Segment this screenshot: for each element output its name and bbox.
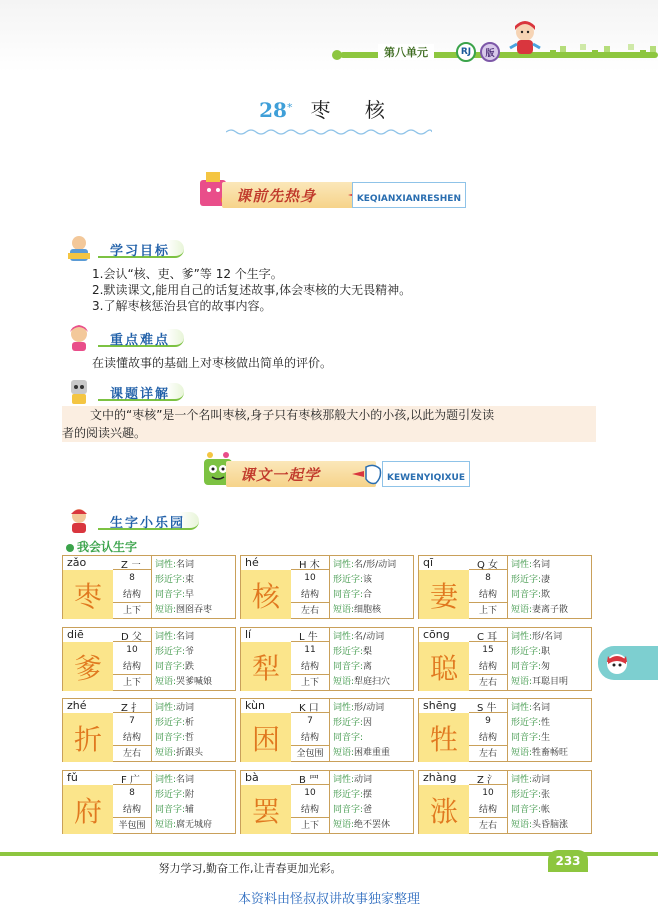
pinyin: zhàng	[423, 771, 457, 784]
section-title: 课文一起学	[240, 465, 321, 484]
hanzi-character: 府	[63, 785, 113, 834]
char-info	[155, 630, 212, 690]
structure-value: 上下	[113, 674, 151, 688]
stroke-count: 10	[126, 645, 138, 655]
info-label: 形近字:	[511, 718, 542, 728]
homophone: 匆	[541, 662, 551, 672]
char-card	[240, 698, 414, 762]
structure-value: 上下	[291, 674, 329, 688]
structure-label: 结构	[300, 805, 319, 815]
part-of-speech: 名词	[176, 775, 195, 785]
part-of-speech: 名词	[532, 560, 551, 570]
info-label: 同音字:	[511, 590, 542, 600]
info-label: 词性:	[333, 560, 355, 570]
pinyin: qī	[423, 556, 434, 569]
pixel-decoration	[550, 42, 658, 62]
char-card	[240, 770, 414, 834]
phrase: 腐无城府	[176, 820, 213, 830]
char-info	[511, 701, 568, 761]
difficulty-text: 在读懂故事的基础上对枣核做出简单的评价。	[92, 356, 333, 370]
index-letter-radical: D 父	[121, 632, 142, 643]
pinyin: shēng	[423, 699, 457, 712]
card-divider	[329, 628, 330, 690]
card-divider	[329, 556, 330, 618]
info-label: 形近字:	[155, 647, 186, 657]
hanzi-character: 困	[241, 713, 291, 762]
char-card	[240, 627, 414, 691]
char-info	[333, 558, 396, 618]
info-label: 形近字:	[333, 647, 364, 657]
section-subtitle: KEQIANXIANRESHEN	[352, 182, 466, 208]
part-of-speech: 名/形/动词	[354, 560, 397, 570]
lesson-star: *	[286, 100, 293, 114]
char-cards-grid	[62, 555, 596, 839]
info-label: 词性:	[511, 560, 533, 570]
rj-badge: RJ	[456, 42, 476, 62]
char-info	[155, 701, 203, 761]
info-label: 词性:	[155, 703, 177, 713]
part-of-speech: 名/动词	[354, 632, 385, 642]
difficulty-heading-text: 重点难点	[98, 329, 184, 347]
info-label: 同音字:	[155, 590, 186, 600]
index-letter-radical: Q 女	[477, 560, 499, 571]
card-divider	[507, 628, 508, 690]
index-letter-radical: K 口	[299, 703, 319, 714]
char-info	[333, 773, 390, 833]
char-info	[511, 558, 568, 618]
info-label: 短语:	[333, 605, 355, 615]
homophone: 欺	[541, 590, 551, 600]
goals-heading	[64, 237, 184, 261]
goal-item: 2.默读课文,能用自己的话复述故事,体会枣核的大无畏精神。	[92, 283, 412, 297]
info-label: 短语:	[511, 677, 533, 687]
unit-title: 第八单元	[378, 44, 434, 60]
lesson-title	[0, 94, 658, 123]
stroke-count: 7	[129, 716, 135, 726]
homophone: 生	[541, 733, 551, 743]
stroke-count: 9	[485, 716, 491, 726]
chars-heading-text: 生字小乐园	[98, 512, 199, 530]
stroke-count: 7	[307, 716, 313, 726]
char-card	[418, 698, 592, 762]
homophone: 哲	[185, 733, 195, 743]
info-label: 词性:	[333, 632, 355, 642]
kid-mascot-icon	[64, 505, 94, 535]
hanzi-character: 牲	[419, 713, 469, 762]
learn-label: 我会认生字	[66, 538, 137, 555]
phrase: 绝不罢休	[354, 820, 391, 830]
robot-kid-icon	[64, 376, 94, 406]
info-label: 短语:	[511, 820, 533, 830]
detail-text-box	[62, 406, 596, 442]
hanzi-character: 聪	[419, 642, 469, 691]
pinyin: fǔ	[67, 771, 78, 784]
info-label: 短语:	[155, 820, 177, 830]
info-label: 同音字:	[333, 805, 364, 815]
index-letter-radical: Z 氵	[477, 775, 498, 786]
info-label: 形近字:	[511, 790, 542, 800]
structure-value: 上下	[113, 602, 151, 616]
part-of-speech: 动词	[532, 775, 551, 785]
detail-line: 文中的“枣核”是一个名叫枣核,身子只有枣核那般大小的小孩,以此为题引发读	[90, 408, 495, 422]
char-info	[511, 773, 568, 833]
info-label: 同音字:	[511, 805, 542, 815]
part-of-speech: 名词	[176, 560, 195, 570]
info-label: 同音字:	[333, 662, 364, 672]
similar-char: 凄	[541, 575, 551, 585]
similar-char: 束	[185, 575, 195, 585]
structure-value: 上下	[291, 817, 329, 831]
pinyin: diē	[67, 628, 84, 641]
structure-value: 全包围	[291, 745, 329, 759]
index-letter-radical: L 牛	[299, 632, 318, 643]
section-banner-warmup	[196, 178, 466, 210]
stroke-count: 10	[482, 788, 494, 798]
structure-label: 结构	[478, 590, 497, 600]
part-of-speech: 名词	[176, 632, 195, 642]
hanzi-character: 核	[241, 570, 291, 619]
pinyin: zǎo	[67, 556, 87, 569]
card-divider	[151, 771, 152, 833]
section-title: 课前先热身	[236, 186, 317, 205]
hanzi-character: 涨	[419, 785, 469, 834]
phrase: 犁庭扫穴	[354, 677, 391, 687]
similar-char: 附	[185, 790, 195, 800]
index-letter-radical: F 广	[121, 775, 140, 786]
wave-divider	[226, 128, 432, 136]
phrase: 妻离子散	[532, 605, 569, 615]
structure-label: 结构	[122, 805, 141, 815]
char-info	[333, 701, 390, 761]
info-label: 形近字:	[511, 647, 542, 657]
goals-list	[92, 266, 411, 314]
doll-mascot-icon	[507, 18, 543, 60]
char-card	[62, 555, 236, 619]
info-label: 形近字:	[333, 718, 364, 728]
structure-value: 左右	[469, 745, 507, 759]
structure-label: 结构	[478, 733, 497, 743]
homophone: 离	[363, 662, 373, 672]
info-label: 形近字:	[333, 790, 364, 800]
info-label: 词性:	[333, 775, 355, 785]
hanzi-character: 妻	[419, 570, 469, 619]
similar-char: 性	[541, 718, 551, 728]
similar-char: 梨	[363, 647, 373, 657]
char-info	[155, 558, 212, 618]
girl-mascot-icon	[64, 322, 94, 352]
info-label: 短语:	[333, 748, 355, 758]
structure-label: 结构	[300, 662, 319, 672]
detail-line: 者的阅读兴趣。	[62, 426, 147, 440]
part-of-speech: 形/名词	[532, 632, 563, 642]
goal-item: 1.会认“核、吏、爹”等 12 个生字。	[92, 267, 283, 281]
stroke-count: 8	[129, 573, 135, 583]
card-divider	[507, 556, 508, 618]
phrase: 囫囵吞枣	[176, 605, 213, 615]
info-label: 同音字:	[333, 590, 364, 600]
homophone: 帐	[541, 805, 551, 815]
card-divider	[151, 699, 152, 761]
phrase: 牲畜畅旺	[532, 748, 569, 758]
phrase: 折跟头	[176, 748, 204, 758]
structure-value: 左右	[291, 602, 329, 616]
pinyin: zhé	[67, 699, 87, 712]
similar-char: 爷	[185, 647, 195, 657]
homophone: 合	[363, 590, 373, 600]
structure-label: 结构	[122, 590, 141, 600]
char-card	[62, 627, 236, 691]
info-label: 词性:	[511, 632, 533, 642]
similar-char: 因	[363, 718, 373, 728]
structure-value: 左右	[469, 674, 507, 688]
char-info	[511, 630, 568, 690]
pinyin: bà	[245, 771, 259, 784]
part-of-speech: 动词	[176, 703, 195, 713]
info-label: 同音字:	[511, 733, 542, 743]
pinyin: hé	[245, 556, 259, 569]
detail-heading-text: 课题详解	[98, 383, 184, 401]
similar-char: 摆	[363, 790, 373, 800]
index-letter-radical: S 牛	[477, 703, 497, 714]
card-divider	[151, 628, 152, 690]
info-label: 短语:	[511, 605, 533, 615]
info-label: 同音字:	[155, 805, 186, 815]
info-label: 词性:	[511, 703, 533, 713]
stroke-count: 11	[304, 645, 316, 655]
info-label: 形近字:	[333, 575, 364, 585]
reading-kid-icon	[64, 233, 94, 263]
info-label: 同音字:	[155, 662, 186, 672]
card-divider	[329, 699, 330, 761]
fox-face-icon	[604, 650, 630, 676]
hanzi-character: 枣	[63, 570, 113, 619]
stroke-count: 15	[482, 645, 494, 655]
structure-label: 结构	[300, 590, 319, 600]
footer-motto: 努力学习,勤奋工作,让青春更加光彩。	[158, 862, 342, 875]
structure-label: 结构	[478, 662, 497, 672]
structure-label: 结构	[300, 733, 319, 743]
similar-char: 张	[541, 790, 551, 800]
part-of-speech: 动词	[354, 775, 373, 785]
phrase: 头昏脑涨	[532, 820, 569, 830]
char-info	[333, 630, 390, 690]
info-label: 短语:	[333, 820, 355, 830]
goals-heading-text: 学习目标	[98, 240, 184, 258]
char-card	[62, 698, 236, 762]
structure-value: 半包围	[113, 817, 151, 831]
homophone: 早	[185, 590, 195, 600]
char-info	[155, 773, 212, 833]
phrase: 耳聪目明	[532, 677, 569, 687]
index-letter-radical: C 耳	[477, 632, 498, 643]
similar-char: 职	[541, 647, 551, 657]
info-label: 形近字:	[155, 718, 186, 728]
info-label: 词性:	[155, 775, 177, 785]
stroke-count: 10	[304, 788, 316, 798]
phrase: 细胞核	[354, 605, 382, 615]
info-label: 词性:	[155, 560, 177, 570]
phrase: 困难重重	[354, 748, 391, 758]
structure-value: 左右	[113, 745, 151, 759]
section-banner-text	[200, 457, 470, 489]
homophone: 辅	[185, 805, 195, 815]
pinyin: kùn	[245, 699, 265, 712]
info-label: 同音字:	[511, 662, 542, 672]
page-number: 233	[548, 850, 588, 872]
card-divider	[507, 771, 508, 833]
chars-heading	[64, 509, 199, 533]
char-card	[240, 555, 414, 619]
char-card	[418, 770, 592, 834]
info-label: 短语:	[155, 677, 177, 687]
source-note: 本资料由怪叔叔讲故事独家整理	[237, 892, 420, 907]
structure-value: 上下	[469, 602, 507, 616]
edition-badge: 版	[480, 42, 500, 62]
structure-value: 左右	[469, 817, 507, 831]
similar-char: 该	[363, 575, 373, 585]
lesson-name: 枣 核	[310, 98, 399, 122]
hanzi-character: 罢	[241, 785, 291, 834]
info-label: 形近字:	[155, 575, 186, 585]
section-subtitle: KEWENYIQIXUE	[382, 461, 470, 487]
pointing-hand-icon	[350, 461, 384, 487]
index-letter-radical: Z ㇐	[121, 560, 142, 571]
stroke-count: 8	[129, 788, 135, 798]
pinyin: lí	[245, 628, 252, 641]
card-divider	[151, 556, 152, 618]
part-of-speech: 形/动词	[354, 703, 385, 713]
structure-label: 结构	[478, 805, 497, 815]
char-card	[418, 555, 592, 619]
char-card	[62, 770, 236, 834]
difficulty-heading	[64, 326, 184, 350]
info-label: 词性:	[155, 632, 177, 642]
info-label: 短语:	[511, 748, 533, 758]
part-of-speech: 名词	[532, 703, 551, 713]
hanzi-character: 折	[63, 713, 113, 762]
similar-char: 析	[185, 718, 195, 728]
hanzi-character: 爹	[63, 642, 113, 691]
pinyin: cōng	[423, 628, 450, 641]
detail-heading	[64, 380, 184, 404]
homophone: 爸	[363, 805, 373, 815]
info-label: 同音字:	[155, 733, 186, 743]
goal-item: 3.了解枣核惩治县官的故事内容。	[92, 299, 272, 313]
stroke-count: 10	[304, 573, 316, 583]
hanzi-character: 犁	[241, 642, 291, 691]
index-letter-radical: B 罒	[299, 775, 320, 786]
structure-label: 结构	[122, 662, 141, 672]
info-label: 同音字:	[333, 733, 364, 743]
info-label: 形近字:	[511, 575, 542, 585]
homophone: 跌	[185, 662, 195, 672]
structure-label: 结构	[122, 733, 141, 743]
info-label: 短语:	[155, 748, 177, 758]
index-letter-radical: Z 扌	[121, 703, 142, 714]
phrase: 哭爹喊娘	[176, 677, 213, 687]
info-label: 形近字:	[155, 790, 186, 800]
info-label: 词性:	[511, 775, 533, 785]
card-divider	[507, 699, 508, 761]
char-card	[418, 627, 592, 691]
info-label: 短语:	[155, 605, 177, 615]
card-divider	[329, 771, 330, 833]
stroke-count: 8	[485, 573, 491, 583]
lesson-number: 28	[259, 98, 287, 122]
info-label: 词性:	[333, 703, 355, 713]
info-label: 短语:	[333, 677, 355, 687]
index-letter-radical: H 木	[299, 560, 320, 571]
